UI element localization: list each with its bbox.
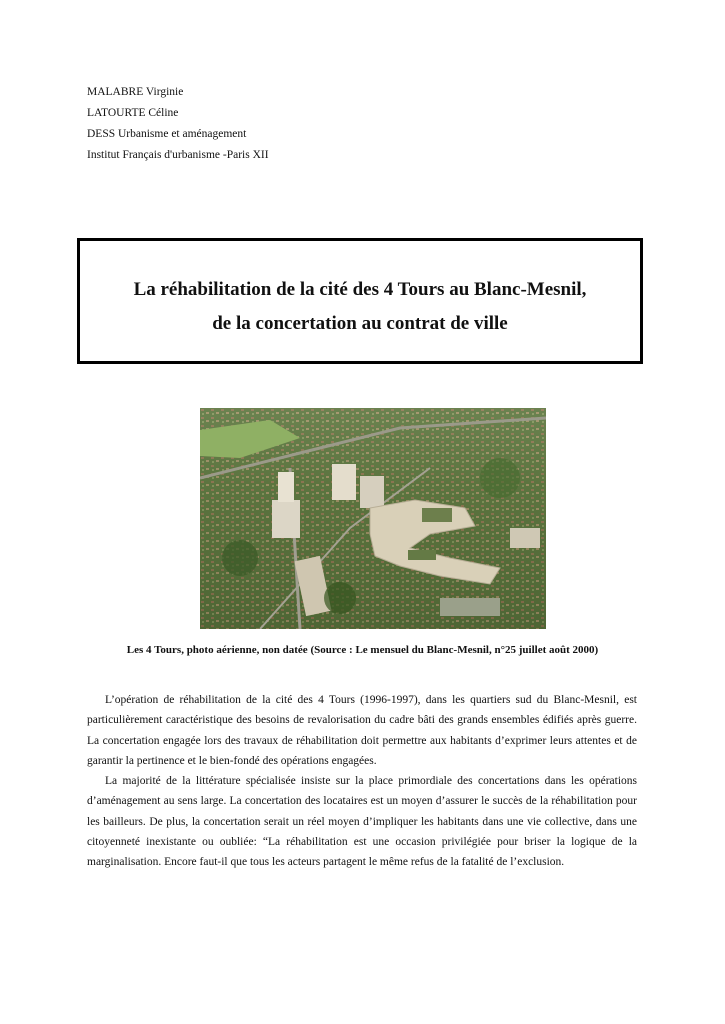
photo-caption: Les 4 Tours, photo aérienne, non datée (Source : Le mensuel du Blanc-Mesnil, n°25 juillet août 2000)	[126, 644, 599, 656]
paragraph-1: L’opération de réhabilitation de la cité des 4 Tours (1996-1997), dans les quartiers sud du Blanc-Mesnil, est particulièrement caractéristique des besoins de revalorisation du cadre bâti des grands ensembles édifiés après guerre. La concertation engagée lors des travaux de réhabilitation doit permettre aux habitants d’exprimer leurs attentes et de garantir la pertinence et le bien-fondé des opérations engagées.	[87, 694, 637, 767]
author-line-3: DESS Urbanisme et aménagement	[87, 128, 247, 140]
aerial-photo	[200, 408, 546, 629]
paragraph-2: La majorité de la littérature spécialisée insiste sur la place primordiale des concertations dans les opérations d’aménagement au sens large. La concertation des locataires est un moyen d’assurer le succès de la réhabilitation pour les bailleurs. De plus, la concertation serait un réel moyen d’impliquer les habitants dans une vie collective, dans une citoyenneté inexistante ou oubliée: “La réhabilitation est une occasion privilégiée pour briser la logique de la marginalisation. Encore faut-il que tous les acteurs partagent le même refus de la fatalité de l’exclusion.	[87, 775, 637, 869]
author-line-2: LATOURTE Céline	[87, 107, 179, 119]
title-line-2: de la concertation au contrat de ville	[212, 313, 508, 334]
title-box	[77, 238, 643, 364]
body-text	[87, 690, 637, 873]
title-line-1: La réhabilitation de la cité des 4 Tours au Blanc-Mesnil,	[133, 279, 587, 300]
author-block	[87, 82, 269, 166]
author-line-1: MALABRE Virginie	[87, 86, 184, 98]
author-line-4: Institut Français d'urbanisme -Paris XII	[87, 149, 269, 161]
